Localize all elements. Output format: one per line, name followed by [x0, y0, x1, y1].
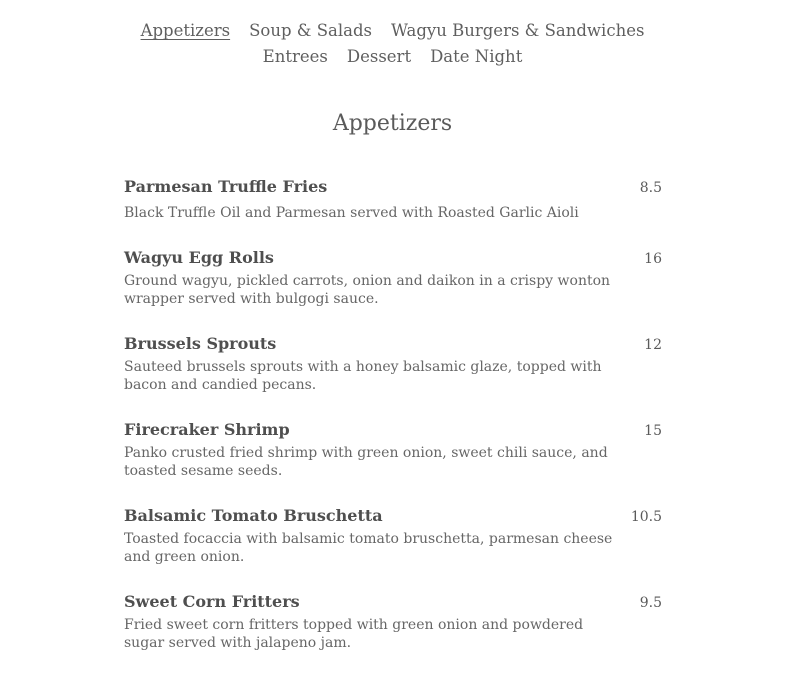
section-title: Appetizers [332, 111, 453, 136]
menu-item-price: 15 [644, 422, 662, 439]
menu-item-description: Sauteed brussels sprouts with a honey balsamic glaze, topped with bacon and candied pecans. [124, 358, 602, 393]
menu-item-description: Fried sweet corn fritters topped with green onion and powdered sugar served with jalapeno jam. [124, 616, 584, 651]
menu-item-description: Toasted focaccia with balsamic tomato bruschetta, parmesan cheese and green onion. [124, 530, 613, 565]
menu-item-price: 10.5 [630, 508, 662, 525]
nav-link-appetizers[interactable]: Appetizers [140, 21, 231, 40]
menu-item-name: Wagyu Egg Rolls [124, 247, 274, 267]
category-nav-row-2 [0, 44, 785, 70]
menu-item [124, 247, 662, 309]
nav-link-entrees[interactable]: Entrees [262, 47, 328, 66]
menu-item [124, 176, 662, 223]
menu-item [124, 591, 662, 653]
menu-item-name: Firecraker Shrimp [124, 419, 290, 439]
menu-item-name: Balsamic Tomato Bruschetta [124, 505, 383, 525]
menu-item-description: Black Truffle Oil and Parmesan served with Roasted Garlic Aioli [124, 205, 579, 221]
nav-link-date-night[interactable]: Date Night [430, 47, 523, 66]
nav-link-dessert[interactable]: Dessert [346, 47, 412, 66]
menu-item-price: 16 [644, 250, 662, 267]
menu-item-name: Parmesan Truffle Fries [124, 177, 328, 196]
menu-list [124, 176, 662, 677]
menu-item-price: 9.5 [639, 594, 662, 611]
menu-item-name: Sweet Corn Fritters [124, 591, 300, 611]
menu-item-description: Panko crusted fried shrimp with green onion, sweet chili sauce, and toasted sesame seeds. [124, 444, 608, 479]
menu-item [124, 333, 662, 395]
menu-item-description: Ground wagyu, pickled carrots, onion and daikon in a crispy wonton wrapper served with bulgogi sauce. [124, 272, 611, 307]
menu-item-price: 12 [644, 336, 662, 353]
menu-item [124, 505, 662, 567]
menu-item-name: Brussels Sprouts [124, 333, 277, 353]
nav-link-wagyu-burgers-sandwiches[interactable]: Wagyu Burgers & Sandwiches [390, 21, 645, 40]
category-nav-row-1 [0, 18, 785, 44]
menu-item [124, 419, 662, 481]
category-nav [0, 18, 785, 70]
menu-item-price: 8.5 [639, 180, 662, 196]
nav-link-soup-salads[interactable]: Soup & Salads [249, 21, 372, 40]
